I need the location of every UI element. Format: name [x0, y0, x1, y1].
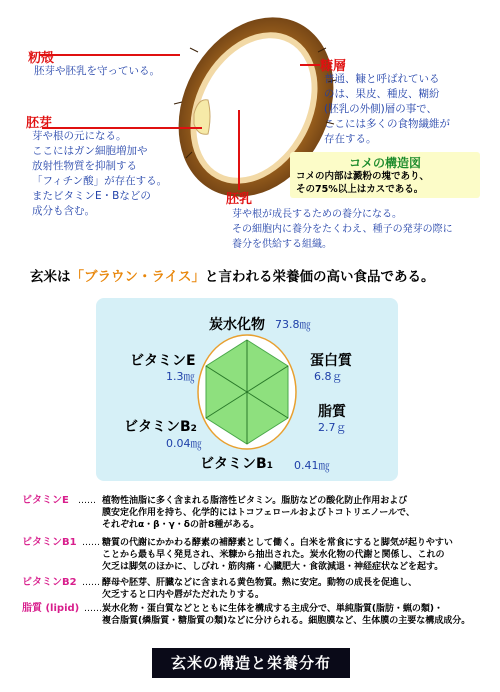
nutrient-value-vitamin-b1: 0.41㎎ [294, 459, 330, 472]
lipid-description [102, 603, 484, 627]
bran-label: 糠層 [320, 59, 347, 74]
nutrient-name-fat: 脂質 [318, 404, 346, 420]
nutrient-value-protein: 6.8ｇ [314, 370, 343, 383]
vitamin-desc-line: 欠乏は脚気のほかに、しびれ・筋肉痛・心臓肥大・食欲減退・神経症状などを起す。 [102, 562, 444, 572]
vitamin-desc-line: 複合脂質(燐脂質・糖脂質の類)などに分けられる。細胞膜など、生体膜の主要な構成成分。 [102, 616, 471, 626]
nutrient-name-vitamin-e: ビタミンE [130, 353, 196, 369]
husk-description: 胚芽や胚乳を守っている。 [34, 65, 160, 77]
vitamin-b2-name: ビタミンB2 [22, 577, 77, 588]
vitamin-e-dots: …… [78, 496, 96, 506]
bran-desc-line: 普通、糠と呼ばれている [324, 73, 440, 85]
germ-desc-line: 放射性物質を抑制する [32, 160, 137, 172]
husk-label: 籾殻 [28, 51, 55, 66]
germ-desc-line: 成分も含む。 [32, 205, 95, 217]
vitamin-desc-line: 炭水化物・蛋白質などとともに生体を構成する主成分で、単純脂質(脂肪・蝋の類)・ [102, 604, 444, 614]
rice-structure-desc-line: コメの内部は澱粉の塊であり、 [296, 171, 430, 182]
vitamin-b1-description [102, 537, 484, 573]
bran-description [324, 72, 450, 147]
vitamin-e-description [102, 495, 484, 531]
nutrition-panel [96, 298, 398, 481]
vitamin-b2-subscript: 2 [190, 424, 197, 434]
nutrient-value-carbohydrate: 73.8㎎ [275, 318, 311, 331]
headline-highlight: 「ブラウン・ライス」 [70, 269, 205, 285]
vitamin-desc-line: ことから最も早く発見され、米糠から抽出された。炭水化物の代謝と関係し、これの [102, 550, 445, 560]
vitamin-desc-line: 植物性油脂に多く含まれる脂溶性ビタミン。脂肪などの酸化防止作用および [102, 496, 408, 506]
germ-description [32, 129, 167, 219]
headline-post: と言われる栄養価の高い食品である。 [204, 269, 435, 285]
bran-desc-line: 存在する。 [324, 133, 377, 145]
bran-desc-line: (胚乳の外側)層の事で、 [324, 103, 437, 115]
vitamin-b2-row [22, 577, 484, 605]
endosperm-label: 胚乳 [226, 192, 253, 207]
husk-leader-line [40, 54, 180, 56]
germ-label: 胚芽 [26, 116, 53, 131]
nutrient-name-protein: 蛋白質 [310, 353, 352, 369]
germ-desc-line: 芽や根の元になる。 [32, 130, 127, 142]
rice-structure-title: コメの構造図 [348, 156, 421, 170]
endosperm-desc-line: 養分を供給する組織。 [232, 239, 332, 250]
headline-pre: 玄米は [30, 269, 71, 285]
lipid-row [22, 603, 484, 631]
nutrient-name-vitamin-b1 [200, 453, 273, 473]
lipid-name: 脂質 (lipid) [22, 603, 80, 614]
bran-desc-line: のは、果皮、種皮、糊紛 [324, 88, 440, 100]
germ-desc-line: 「フィチン酸」が存在する。 [32, 175, 168, 187]
germ-desc-line: ここにはガン細胞増加や [32, 145, 148, 157]
vitamin-desc-line: それぞれα・β・γ・δの計8種がある。 [102, 520, 260, 530]
nutrient-value-vitamin-e: 1.3㎎ [166, 370, 195, 383]
endosperm-desc-line: 芽や根が成長するための養分になる。 [232, 209, 402, 220]
vitamin-b1-name: ビタミンB1 [22, 537, 77, 548]
nutrient-name-vitamin-b2 [124, 416, 197, 436]
nutrient-value-fat: 2.7ｇ [318, 421, 347, 434]
rice-structure-box [290, 152, 480, 198]
rice-structure-desc-line: その75%以上はカスである。 [296, 184, 424, 195]
vitamin-desc-line: 欠乏すると口内や唇がただれたりする。 [102, 590, 265, 600]
vitamin-b2-dots: …… [82, 578, 100, 588]
vitamin-e-row [22, 495, 484, 535]
vitamin-e-name: ビタミンE [22, 495, 69, 506]
endosperm-desc-line: その細胞内に養分をたくわえ、種子の発芽の際に [232, 224, 453, 235]
bran-desc-line: ここには多くの食物繊維が [324, 118, 450, 130]
nutrient-name-carbohydrate: 炭水化物 [209, 317, 265, 333]
vitamin-desc-line: 膜安定化作用を持ち、化学的にはトコフェロールおよびトコトリエノールで、 [102, 508, 415, 518]
headline [30, 265, 480, 285]
bran-leader-line [300, 64, 320, 66]
vitamin-b1-subscript: 1 [266, 461, 273, 471]
vitamin-b1-base: ビタミンB [200, 456, 267, 472]
germ-desc-line: またビタミンE・Bなどの [32, 190, 151, 202]
footer-title: 玄米の構造と栄養分布 [152, 648, 350, 678]
vitamin-b2-description [102, 577, 484, 601]
lipid-dots: …… [84, 604, 102, 614]
nutrient-value-vitamin-b2: 0.04㎎ [166, 437, 202, 450]
endosperm-description [232, 207, 453, 252]
vitamin-b1-row [22, 537, 484, 577]
vitamin-b2-base: ビタミンB [124, 419, 191, 435]
rice-structure-description [296, 170, 476, 196]
endosperm-leader-line [238, 110, 240, 190]
vitamin-desc-line: 酵母や胚芽、肝臓などに含まれる黄色物質。熱に安定。動物の成長を促進し、 [102, 578, 418, 588]
vitamin-desc-line: 糖質の代謝にかかわる酵素の補酵素として働く。白米を常食にすると脚気が起りやすい [102, 538, 453, 548]
vitamin-b1-dots: …… [82, 538, 100, 548]
